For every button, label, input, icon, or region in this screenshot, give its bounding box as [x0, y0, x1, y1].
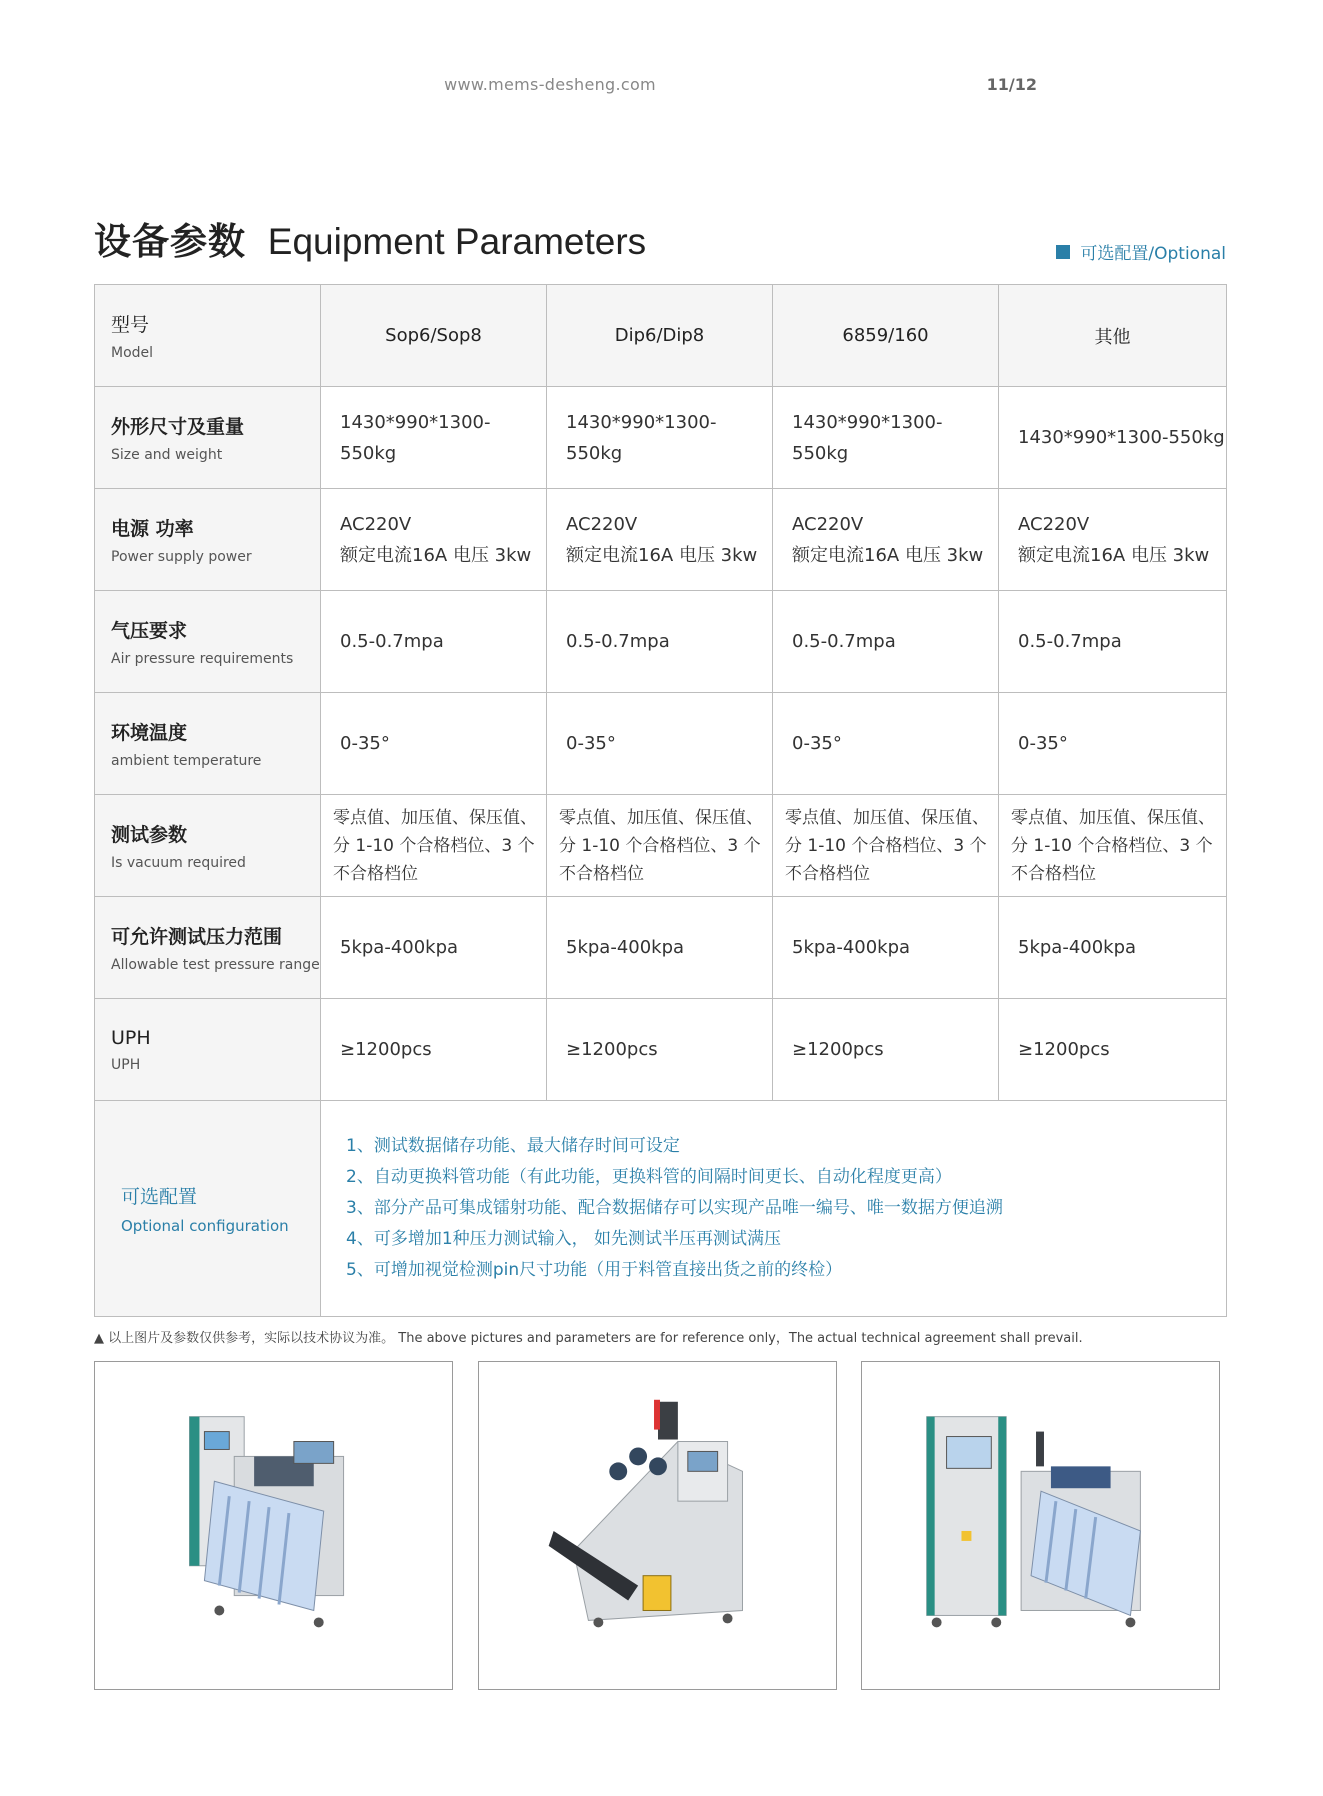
optional-item: 2、自动更换料管功能（有此功能，更换料管的间隔时间更长、自动化程度更高） — [346, 1167, 952, 1187]
value-line: AC220V — [566, 513, 638, 535]
page-title — [94, 211, 646, 265]
value-cell: 1430*990*1300-550kg — [773, 387, 999, 489]
table-row — [95, 999, 1227, 1101]
legend-label: 可选配置/Optional — [1080, 244, 1226, 264]
row-label-cell — [95, 693, 321, 795]
row-label-en: Is vacuum required — [111, 855, 246, 871]
value-cell — [773, 489, 999, 591]
optional-list — [346, 1131, 1226, 1286]
machine-photo-1 — [94, 1361, 453, 1690]
value-line: 额定电流16A 电压 3kw — [340, 544, 532, 566]
machine-photo-2 — [478, 1361, 837, 1690]
row-label-cn: 可允许测试压力范围 — [111, 926, 283, 948]
value-line: 不合格档位 — [1011, 863, 1096, 884]
value-cell: ≥1200pcs — [321, 999, 547, 1101]
title-cn: 设备参数 — [94, 220, 246, 263]
value-line: 额定电流16A 电压 3kw — [792, 544, 984, 566]
value-line: 不合格档位 — [333, 863, 418, 884]
value-line: 额定电流16A 电压 3kw — [1018, 544, 1210, 566]
row-label-cell — [95, 897, 321, 999]
value-line: 不合格档位 — [559, 863, 644, 884]
machine-illustration — [862, 1362, 1219, 1689]
row-label-cn: 型号 — [111, 314, 150, 336]
value-cell: 0-35° — [773, 693, 999, 795]
table-row — [95, 489, 1227, 591]
value-cell: ≥1200pcs — [773, 999, 999, 1101]
value-cell: 5kpa-400kpa — [773, 897, 999, 999]
value-cell: 0.5-0.7mpa — [999, 591, 1227, 693]
value-cell — [547, 795, 773, 897]
value-cell: 1430*990*1300-550kg — [999, 387, 1227, 489]
model-header: Sop6/Sop8 — [321, 285, 547, 387]
table-row — [95, 387, 1227, 489]
optional-legend — [1056, 239, 1226, 264]
optional-list-cell — [321, 1101, 1227, 1317]
value-line: AC220V — [1018, 513, 1090, 535]
row-label-cell — [95, 387, 321, 489]
value-cell — [547, 489, 773, 591]
row-label-en: Power supply power — [111, 549, 252, 565]
title-en: Equipment Parameters — [267, 221, 647, 262]
value-cell: 0.5-0.7mpa — [547, 591, 773, 693]
optional-item: 3、部分产品可集成镭射功能、配合数据储存可以实现产品唯一编号、唯一数据方便追溯 — [346, 1198, 1003, 1218]
value-cell: ≥1200pcs — [999, 999, 1227, 1101]
row-label-cell — [95, 489, 321, 591]
row-label-en: Size and weight — [111, 447, 223, 463]
model-header: 6859/160 — [773, 285, 999, 387]
row-label-en: Model — [111, 345, 154, 361]
row-label-en: Allowable test pressure range — [111, 957, 320, 973]
row-label-cell — [95, 795, 321, 897]
disclaimer-note: ▲ 以上图片及参数仅供参考，实际以技术协议为准。 The above pictures and parameters are for reference only，The actual technical agreement shall prevail. — [94, 1331, 1083, 1346]
value-cell: 5kpa-400kpa — [321, 897, 547, 999]
table-row — [95, 897, 1227, 999]
table-row — [95, 693, 1227, 795]
value-cell — [773, 795, 999, 897]
value-cell: 0-35° — [321, 693, 547, 795]
row-label-cn: 测试参数 — [111, 824, 188, 846]
row-label-cell — [95, 999, 321, 1101]
machine-illustration — [479, 1362, 836, 1689]
table-header-row — [95, 285, 1227, 387]
optional-item: 4、可多增加1种压力测试输入， 如先测试半压再测试满压 — [346, 1229, 782, 1249]
optional-label-cn: 可选配置 — [121, 1186, 198, 1208]
value-line: 分 1-10 个合格档位、3 个 — [559, 835, 761, 856]
row-label-cn: 电源 功率 — [111, 518, 194, 540]
row-label-cn: UPH — [111, 1026, 151, 1049]
value-cell: 0.5-0.7mpa — [773, 591, 999, 693]
value-cell: 0-35° — [999, 693, 1227, 795]
value-line: 零点值、加压值、保压值、 — [785, 807, 989, 828]
value-line: 分 1-10 个合格档位、3 个 — [333, 835, 535, 856]
model-label-cell — [95, 285, 321, 387]
value-line: 分 1-10 个合格档位、3 个 — [785, 835, 987, 856]
row-label-en: ambient temperature — [111, 753, 262, 769]
value-line: 零点值、加压值、保压值、 — [559, 807, 763, 828]
value-line: 额定电流16A 电压 3kw — [566, 544, 758, 566]
table-row — [95, 591, 1227, 693]
value-line: 分 1-10 个合格档位、3 个 — [1011, 835, 1213, 856]
row-label-cn: 气压要求 — [111, 620, 188, 642]
row-label-cell — [95, 591, 321, 693]
value-cell: ≥1200pcs — [547, 999, 773, 1101]
legend-square-icon — [1056, 245, 1070, 259]
value-line: 零点值、加压值、保压值、 — [1011, 807, 1215, 828]
value-cell: 0.5-0.7mpa — [321, 591, 547, 693]
value-line: 不合格档位 — [785, 863, 870, 884]
parameters-table — [94, 284, 1227, 1317]
value-cell — [999, 489, 1227, 591]
optional-item: 1、测试数据储存功能、最大储存时间可设定 — [346, 1136, 680, 1156]
value-line: AC220V — [792, 513, 864, 535]
page-number: 11/12 — [986, 75, 1037, 94]
optional-item: 5、可增加视觉检测pin尺寸功能（用于料管直接出货之前的终检） — [346, 1260, 843, 1280]
row-label-en: Air pressure requirements — [111, 651, 294, 667]
optional-config-row — [95, 1101, 1227, 1317]
value-cell: 1430*990*1300-550kg — [547, 387, 773, 489]
model-header: Dip6/Dip8 — [547, 285, 773, 387]
value-cell: 1430*990*1300-550kg — [321, 387, 547, 489]
value-cell: 0-35° — [547, 693, 773, 795]
value-cell — [999, 795, 1227, 897]
optional-label-en: Optional configuration — [121, 1217, 289, 1235]
row-label-cn: 外形尺寸及重量 — [111, 416, 245, 438]
row-label-en: UPH — [111, 1056, 141, 1073]
row-label-cn: 环境温度 — [111, 722, 188, 744]
value-cell — [321, 489, 547, 591]
optional-label-cell — [95, 1101, 321, 1317]
value-cell: 5kpa-400kpa — [999, 897, 1227, 999]
model-header: 其他 — [999, 285, 1227, 387]
value-cell — [321, 795, 547, 897]
machine-illustration — [95, 1362, 452, 1689]
machine-photo-3 — [861, 1361, 1220, 1690]
value-cell: 5kpa-400kpa — [547, 897, 773, 999]
table-row — [95, 795, 1227, 897]
header-url: www.mems-desheng.com — [444, 75, 656, 94]
value-line: AC220V — [340, 513, 412, 535]
value-line: 零点值、加压值、保压值、 — [333, 807, 537, 828]
